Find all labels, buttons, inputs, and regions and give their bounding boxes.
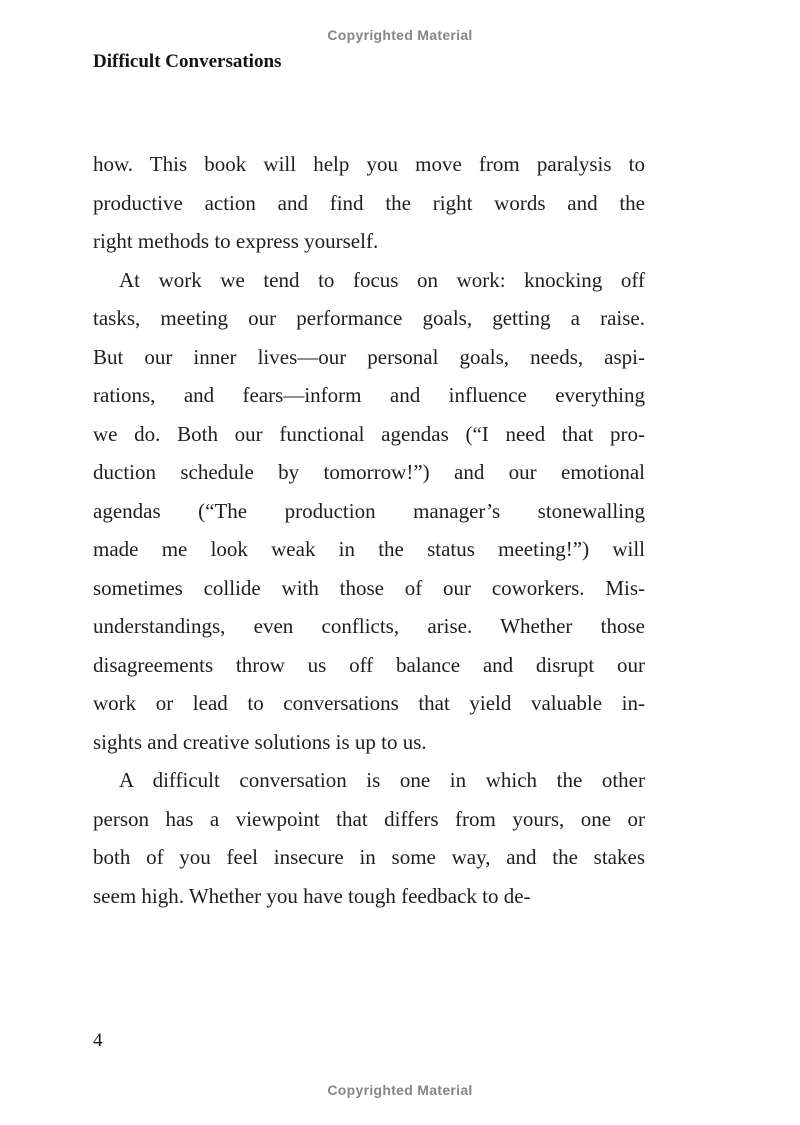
text-line: A difficult conversation is one in which the other: [119, 768, 645, 792]
text-line: right methods to express yourself.: [93, 229, 379, 253]
text-line: how. This book will help you move from paralysis to: [93, 152, 645, 176]
text-line: tasks, meeting our performance goals, getting a raise.: [93, 306, 645, 330]
text-line: duction schedule by tomorrow!”) and our emotional: [93, 460, 645, 484]
text-line: sometimes collide with those of our coworkers. Mis-: [93, 575, 645, 600]
copyright-watermark-bottom: Copyrighted Material: [327, 1082, 473, 1098]
text-line: But our inner lives—our personal goals, needs, aspi-: [93, 344, 645, 369]
body-text: [93, 145, 645, 915]
text-line: disagreements throw us off balance and disrupt our: [93, 652, 645, 677]
text-line: both of you feel insecure in some way, and the stakes: [93, 845, 645, 869]
copyright-watermark-top: Copyrighted Material: [327, 27, 473, 43]
text-line: we do. Both our functional agendas (“I need that pro-: [93, 421, 645, 446]
text-line: agendas (“The production manager’s stonewalling: [93, 498, 645, 523]
text-line: sights and creative solutions is up to us.: [93, 729, 427, 754]
text-line: productive action and find the right words and the: [93, 190, 645, 215]
page-number: 4: [93, 1030, 103, 1051]
text-line: understandings, even conflicts, arise. Whether those: [93, 614, 645, 638]
text-line: rations, and fears—inform and influence everything: [93, 383, 645, 407]
text-line: made me look weak in the status meeting!”) will: [93, 537, 645, 561]
text-line: seem high. Whether you have tough feedback to de-: [93, 883, 531, 908]
text-line: person has a viewpoint that differs from yours, one or: [93, 806, 645, 831]
running-header: Difficult Conversations: [93, 51, 282, 72]
text-line: work or lead to conversations that yield valuable in-: [93, 691, 645, 715]
text-line: At work we tend to focus on work: knocking off: [119, 267, 645, 292]
